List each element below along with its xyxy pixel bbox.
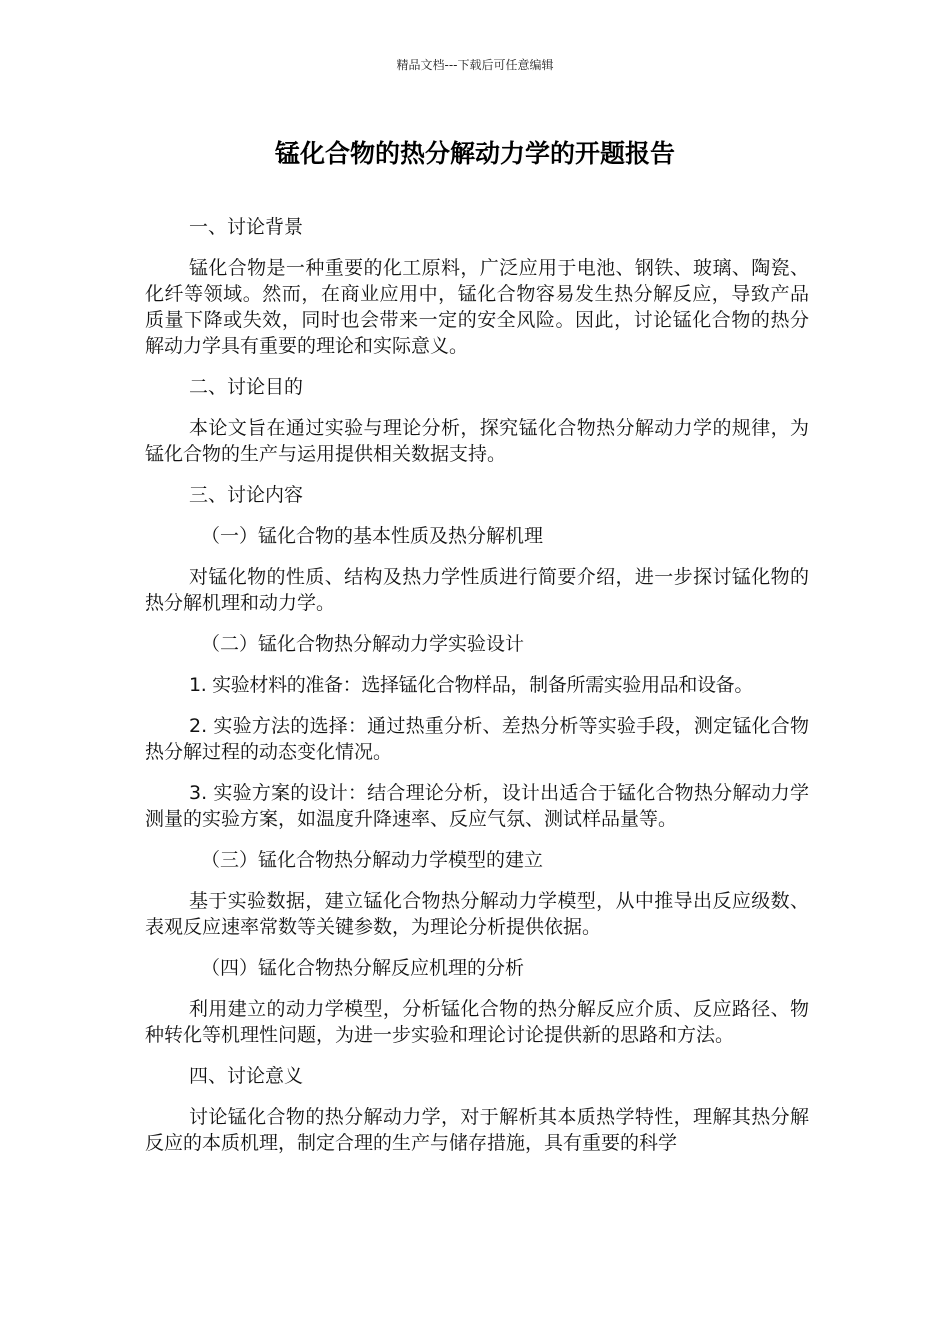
paragraph-background: 锰化合物是一种重要的化工原料，广泛应用于电池、钢铁、玻璃、陶瓷、化纤等领域。然而，在商业应用中，锰化合物容易发生热分解反应，导致产品质量下降或失效，同时也会带来一定的安全风险。因此，讨论锰化合物的热分解动力学具有重要的理论和实际意义。: [145, 257, 809, 357]
document-title: 锰化合物的热分解动力学的开题报告: [274, 139, 675, 168]
paragraph-purpose: 本论文旨在通过实验与理论分析，探究锰化合物热分解动力学的规律，为锰化合物的生产与运用提供相关数据支持。: [145, 417, 809, 465]
section-heading-background: 一、讨论背景: [189, 216, 304, 238]
section-heading-purpose: 二、讨论目的: [189, 376, 304, 398]
page-header-note: 精品文档---下载后可任意编辑: [396, 58, 554, 72]
section-heading-content: 三、讨论内容: [189, 484, 304, 506]
list-item-plan: 3. 实验方案的设计：结合理论分析，设计出适合于锰化合物热分解动力学测量的实验方案，如温度升降速率、反应气氛、测试样品量等。: [145, 782, 809, 830]
subsection-heading-model: （三）锰化合物热分解动力学模型的建立: [201, 849, 544, 871]
subsection-heading-properties: （一）锰化合物的基本性质及热分解机理: [201, 525, 544, 547]
subsection-heading-experiment: （二）锰化合物热分解动力学实验设计: [201, 633, 525, 655]
section-heading-significance: 四、讨论意义: [189, 1065, 304, 1087]
list-item-methods: 2. 实验方法的选择：通过热重分析、差热分析等实验手段，测定锰化合物热分解过程的动态变化情况。: [145, 715, 809, 763]
paragraph-model: 基于实验数据，建立锰化合物热分解动力学模型，从中推导出反应级数、表观反应速率常数等关键参数，为理论分析提供依据。: [145, 890, 809, 938]
paragraph-properties: 对锰化物的性质、结构及热力学性质进行简要介绍，进一步探讨锰化物的热分解机理和动力学。: [145, 566, 809, 614]
list-item-materials: 1. 实验材料的准备：选择锰化合物样品，制备所需实验用品和设备。: [189, 674, 753, 696]
document-body: [145, 214, 809, 1171]
paragraph-mechanism: 利用建立的动力学模型，分析锰化合物的热分解反应介质、反应路径、物种转化等机理性问题，为进一步实验和理论讨论提供新的思路和方法。: [145, 998, 809, 1046]
paragraph-significance: 讨论锰化合物的热分解动力学，对于解析其本质热学特性，理解其热分解反应的本质机理，制定合理的生产与储存措施，具有重要的科学: [145, 1106, 809, 1154]
subsection-heading-mechanism: （四）锰化合物热分解反应机理的分析: [201, 957, 525, 979]
